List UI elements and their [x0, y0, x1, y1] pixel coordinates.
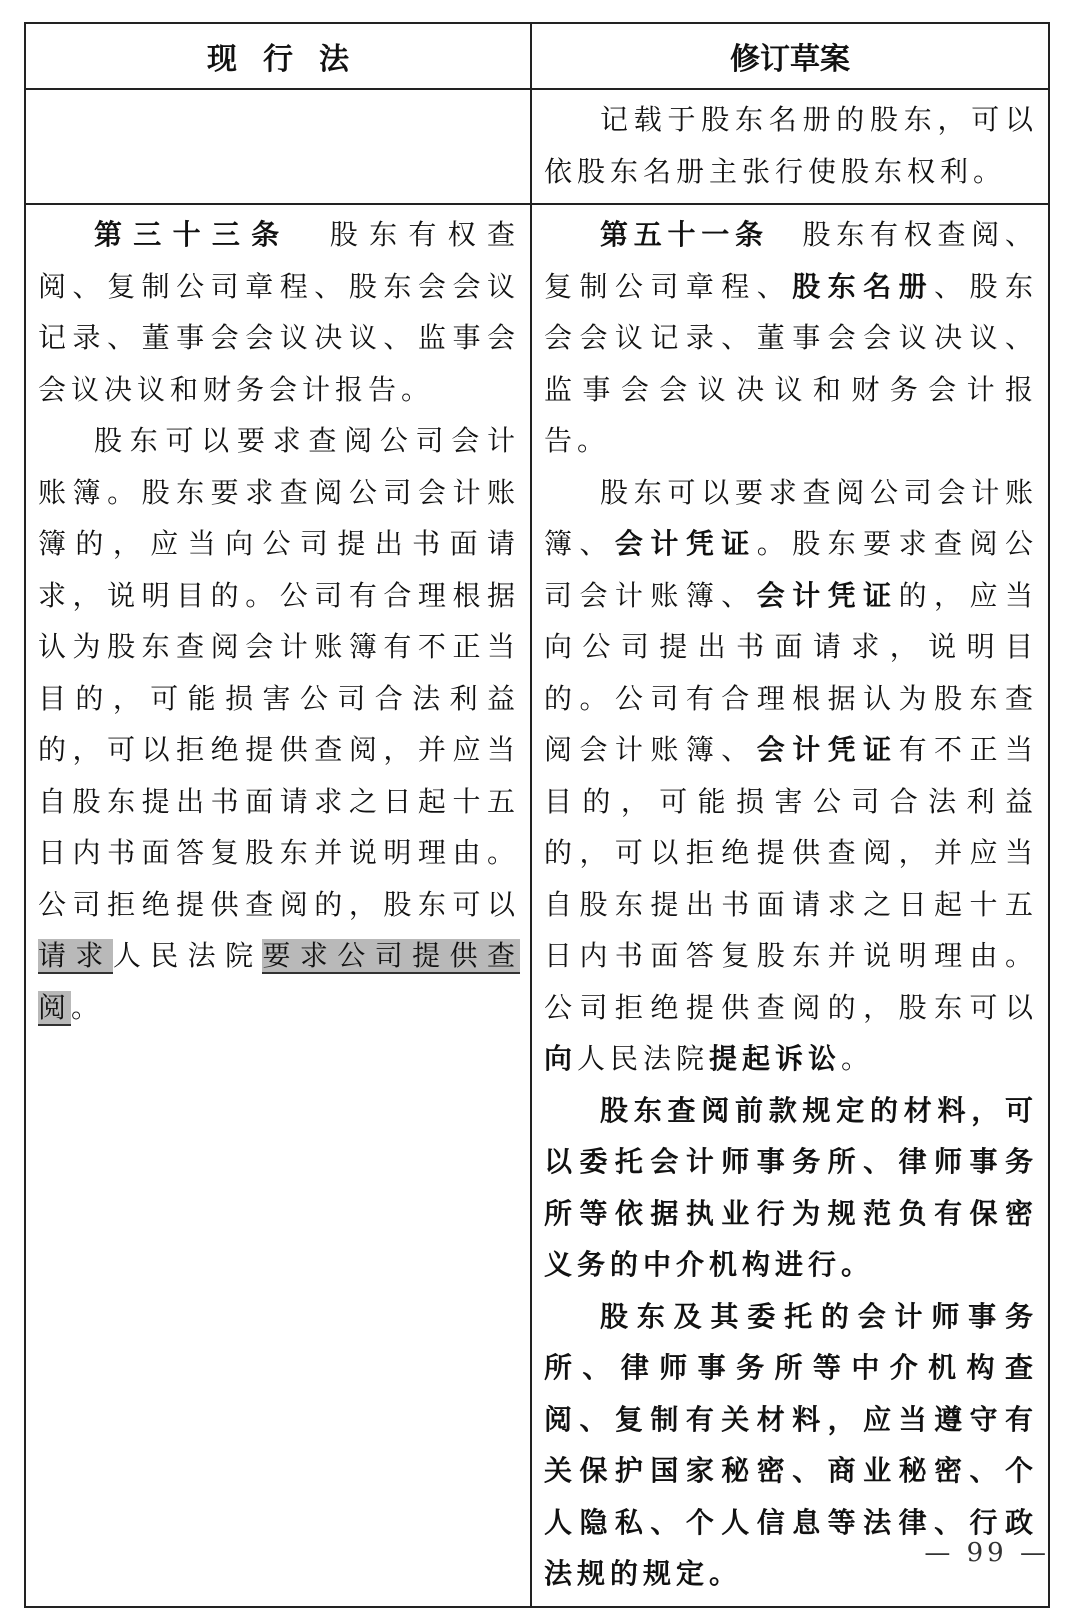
- bold-insertion: 向: [544, 1042, 578, 1075]
- article-number: 第五十一条: [600, 218, 769, 251]
- paragraph: 记载于股东名册的股东，可以依股东名册主张行使股东权利。: [544, 103, 1038, 188]
- header-current-law: 现行法: [25, 23, 531, 89]
- bold-paragraph: 股东及其委托的会计师事务所、律师事务所等中介机构查阅、复制有关材料，应当遵守有关保护国家秘密、商业秘密、个人隐私、个人信息等法律、行政法规的规定。: [544, 1299, 1038, 1590]
- bold-insertion: 股东名册: [792, 269, 935, 303]
- revised-draft-cell: [531, 204, 1049, 1607]
- paragraph: 股东可以要求查阅公司会计账簿。股东要求查阅公司会计账簿的，应当向公司提出书面请求，说明目的。公司有合理根据认为股东查阅会计账簿有不正当目的，可能损害公司合法利益的，可以拒绝提供查阅，并应当自股东提出书面请求之日起十五日内书面答复股东并说明理由。公司拒绝提供查阅的，股东可以请求人民法院要求公司提供查阅。: [38, 424, 520, 1024]
- header-revised-draft: 修订草案: [531, 23, 1049, 89]
- bold-paragraph: 股东查阅前款规定的材料，可以委托会计师事务所、律师事务所等依据执业行为规范负有保密义务的中介机构进行。: [544, 1093, 1038, 1281]
- highlighted-deletion: 要求公司提供查阅: [38, 939, 520, 1024]
- bold-insertion: 会计凭证: [756, 578, 899, 612]
- highlighted-deletion: 请求: [38, 939, 113, 972]
- paragraph: 第五十一条 股东有权查阅、复制公司章程、股东名册、股东会会议记录、董事会会议决议、监事会会议决议和财务会计报告。: [544, 218, 1038, 457]
- bold-insertion: 提起诉讼: [709, 1042, 842, 1075]
- article-number: 第三十三条: [94, 218, 291, 251]
- bold-insertion: 会计凭证: [756, 733, 899, 766]
- revised-draft-cell: [531, 89, 1049, 204]
- bold-insertion: 会计凭证: [614, 527, 757, 560]
- current-law-cell: [25, 204, 531, 1607]
- paragraph: 第三十三条 股东有权查阅、复制公司章程、股东会会议记录、董事会会议决议、监事会会议决议和财务会计报告。: [38, 218, 520, 406]
- table-row: [25, 89, 1049, 204]
- header-row: [25, 23, 1049, 89]
- page-number: — 99 —: [924, 1538, 1050, 1568]
- table-row: [25, 204, 1049, 1607]
- paragraph: 股东可以要求查阅公司会计账簿、会计凭证。股东要求查阅公司会计账簿、会计凭证的，应当向公司提出书面请求，说明目的。公司有合理根据认为股东查阅会计账簿、会计凭证有不正当目的，可能损害公司合法利益的，可以拒绝提供查阅，并应当自股东提出书面请求之日起十五日内书面答复股东并说明理由。公司拒绝提供查阅的，股东可以向人民法院提起诉讼。: [544, 475, 1038, 1075]
- comparison-table: [24, 22, 1050, 1608]
- current-law-cell-empty: [25, 89, 531, 204]
